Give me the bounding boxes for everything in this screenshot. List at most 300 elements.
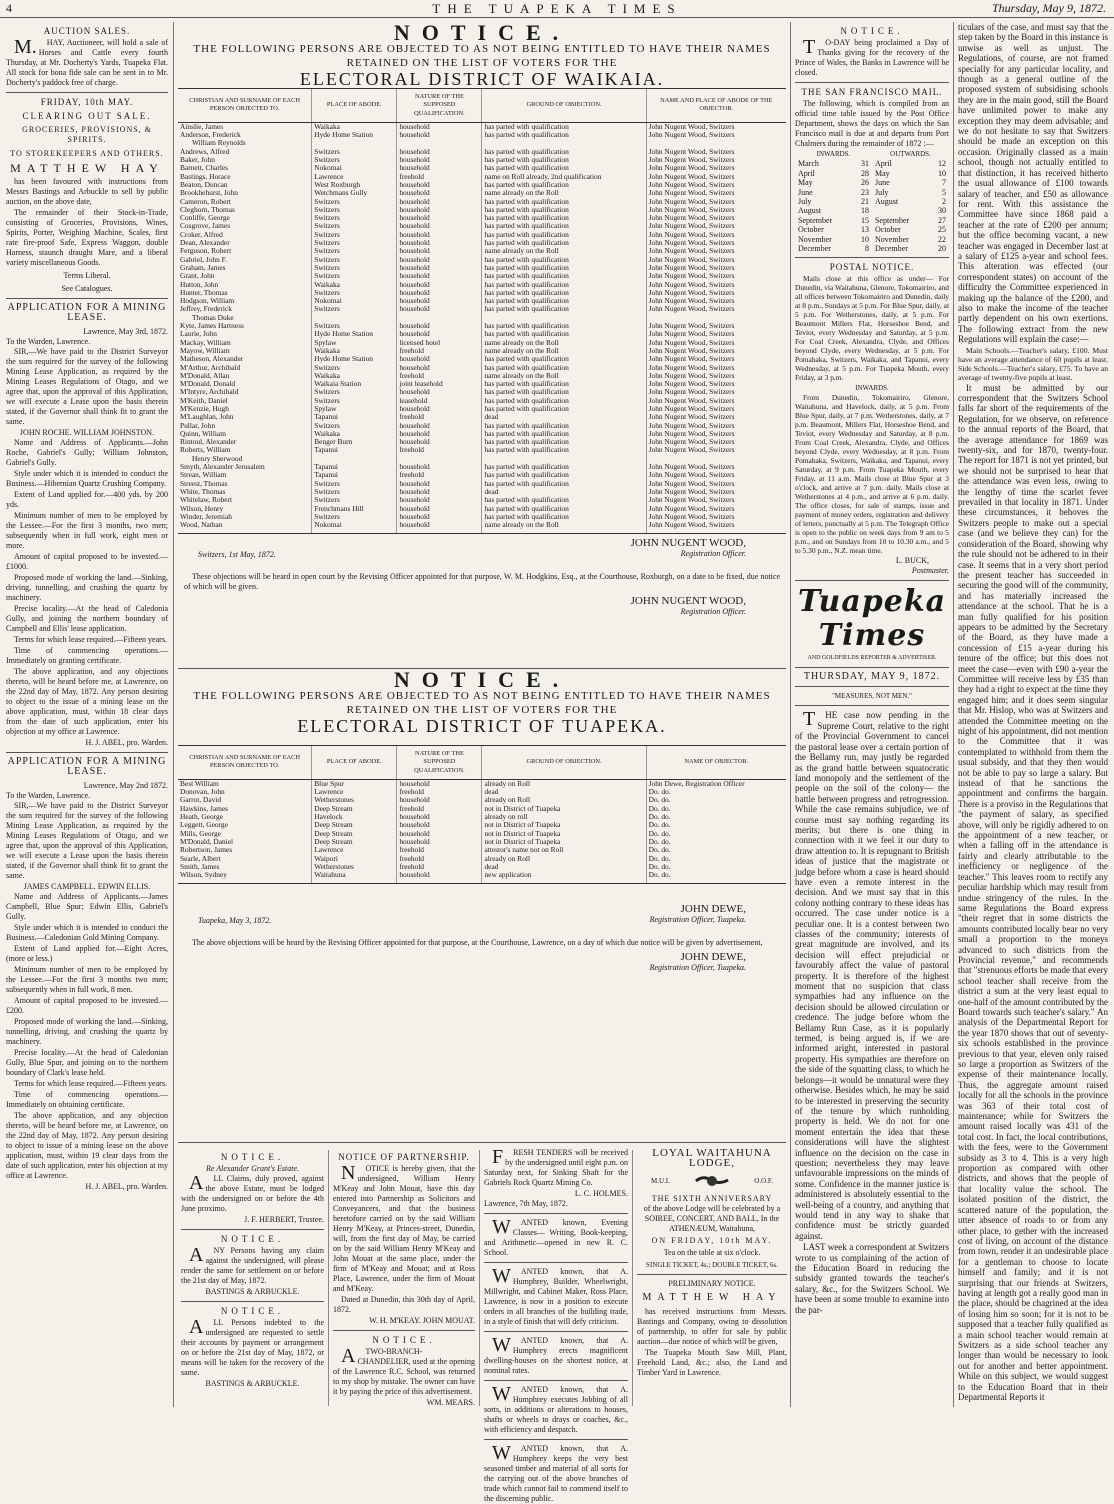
table-cell: leasehold [397, 397, 482, 405]
mail-cell: 18 [860, 206, 869, 216]
mail-cell: 7 [942, 178, 946, 188]
table-cell: M'Donald, Daniel [180, 836, 234, 846]
table-cell: Havelock [312, 813, 397, 821]
mail-cell: 2 [942, 197, 946, 207]
mail-cell: 20 [938, 244, 946, 254]
table-cell: name already on the Roll [482, 521, 646, 534]
column-rule [479, 1150, 480, 1406]
table-cell: John Nugent Wood, Switzers [646, 388, 786, 396]
table-cell: has parted with qualification [482, 496, 646, 504]
table-cell: White, Thomas [180, 486, 226, 496]
table-cell: Tapanui [312, 413, 397, 421]
table-cell: has parted with qualification [482, 438, 646, 446]
table-cell: Do. do. [646, 821, 786, 829]
table-cell: Do. do. [646, 871, 786, 884]
table-cell: Switzers [312, 256, 397, 264]
mail-cell: October [874, 225, 901, 235]
table-cell: Heath, George [180, 812, 223, 822]
table-cell: Switzers [312, 422, 397, 430]
table-cell: not in District of Tuapeka [482, 830, 646, 838]
table-cell: Do. do. [646, 838, 786, 846]
table-cell: has parted with qualification [482, 305, 646, 313]
table-cell: Waikaka [312, 281, 397, 289]
editorial-bellamy: THE case now pending in the Supreme Court, relative to the right of the Provincial Government to cancel the pastoral lease over a certain portion of the Bellamy run, may justly be regarded as the grand battle between squatocratic land monopoly and the settlement of the people on the soil of the colony— the battle between progress and retrogression. While the case remains subjudice, we of course must say nothing regarding its merits; but there is one thing in connection with it we feel it our duty to draw attention to. It is repugnant to British ideas of justice that the magistrate or judge before whom a case is heard should have even a remote interest in the decision. And we must say that in this colony nothing contrary to these ideas has occurred. The case under notice is a peculiar one. It is a contest between two classes of the community; interests of great magnitude are involved, and its decision will effect prejudicial or favourably affect the value of pastoral property. It is therefore of the highest moment that no suspicion that class sympathies had any influence on the decision should be allowed circulation or credence. The judge before whom the Bellamy Run Case, as it is popularly termed, is being argued is, if we are informed aright, interested in pastoral property. His sympathies are therefore on the side of the squatting class, to which he belongs—it would be unnatural were they otherwise. Besides which, he may be said to be interested in preserving the security of the tenure by which runholding property is held. We do not for one moment entertain the idea that these considerations will have the slightest influence on the decision on the case in question; nevertheless they may leave unfavourable impressions on the minds of some. Confidence in the manner justice is administered is absolutely essential to the well-being of a country, and anything that would tend in any way to shake that confidence must be strictly guarded against. [795, 708, 949, 1241]
table-cell: Jeffrey, Frederick [180, 304, 232, 314]
table-cell: household [397, 164, 482, 172]
storekeepers-heading: TO STOREKEEPERS AND OTHERS. [10, 149, 164, 158]
hay-auction-text: M.HAY, Auctioneer, will hold a sale of Horses and Cattle every fourth Thursday, at Mr. Docherty's Yards, Tuapeka Flat. All stock for bona fide sale can be sent in to Mr. Docherty's paddock free of charge. [6, 36, 168, 87]
table-cell: Brookhehurst, John [180, 188, 238, 198]
mail-row [795, 225, 949, 234]
mail-row [795, 169, 949, 178]
table-cell: freehold [397, 788, 482, 796]
lodge-date: ON FRIDAY, 10th MAY. [651, 1236, 773, 1245]
table-row [178, 788, 786, 796]
table-cell: John Nugent Wood, Switzers [646, 272, 786, 280]
table-cell: John Nugent Wood, Switzers [646, 156, 786, 164]
app2-signatories: JAMES CAMPBELL. EDWIN ELLIS. [23, 882, 151, 891]
postal-notice-heading: POSTAL NOTICE. [829, 262, 915, 273]
tuapeka-signature [178, 904, 786, 932]
app1-commencing: Time of commencing operations.—Immediately on granting certificate. [6, 646, 168, 665]
thanksgiving-notice-heading: NOTICE. [840, 26, 904, 36]
table-cell: not in District of Tuapeka [482, 821, 646, 829]
table-cell: John Nugent Wood, Switzers [646, 173, 786, 181]
mail-row [795, 216, 949, 225]
table-cell: household [397, 405, 482, 413]
table-row [178, 855, 786, 863]
postmaster-title: Postmaster. [911, 566, 949, 576]
lodge-emblem-row [637, 1170, 787, 1192]
mail-cell: 27 [938, 215, 946, 225]
table-cell: M'Donald, Donald [180, 379, 236, 389]
table-cell: Switzers [312, 305, 397, 313]
inwards-heading-2: INWARDS. [855, 384, 889, 393]
table-cell: Rintoul, Alexander [180, 437, 237, 447]
table-cell: John Nugent Wood, Switzers [646, 488, 786, 496]
table-cell: already on roll [482, 813, 646, 821]
outwards-heading: OUTWARDS. [890, 150, 931, 158]
column-header: CHRISTIAN AND SURNAME OF EACH PERSON OBJECTED TO. [178, 746, 312, 780]
mining-lease-heading-1: APPLICATION FOR A MINING LEASE. [7, 302, 167, 323]
table-cell: household [397, 281, 482, 289]
app1-style: Style under which it is intended to conduct the Business.—Hibernian Quartz Crushing Company. [6, 469, 168, 488]
app2-warden: H. J. ABEL, pro. Warden. [85, 1182, 168, 1191]
table-cell: John Nugent Wood, Switzers [646, 214, 786, 222]
table-row [178, 821, 786, 829]
table-cell: Hyde Home Station [312, 330, 397, 338]
table-cell: Lawrence [312, 173, 397, 181]
table-cell: M'Arthur, Archibald [180, 362, 241, 372]
table-cell: household [397, 830, 482, 838]
table-cell: Hawkins, James [180, 803, 229, 813]
table-cell: Leggett, George [180, 820, 228, 830]
waikaia-intro: THE FOLLOWING PERSONS ARE OBJECTED TO AS NOT BEING ENTITLED TO HAVE THEIR NAMES RETAINED ON THE LIST OF VOTERS FOR THE [193, 43, 771, 69]
postmaster-name: L. BUCK, [895, 556, 929, 566]
table-cell: has parted with qualification [482, 122, 646, 131]
mail-cell: July [798, 197, 812, 207]
tuapeka-district: ELECTORAL DISTRICT OF TUAPEKA. [297, 716, 667, 736]
table-cell: household [397, 198, 482, 206]
table-cell: has parted with qualification [482, 422, 646, 430]
table-cell: Benger Burn [312, 438, 397, 446]
table-cell: joint leasehold [397, 380, 482, 388]
table-cell: Garrot, David [180, 795, 222, 805]
mail-cell [872, 206, 929, 215]
table-cell: Ainslie, James [180, 121, 224, 131]
table-cell: Wetherstones [312, 796, 397, 804]
table-cell: John Nugent Wood, Switzers [646, 122, 786, 131]
auction-sales-heading: AUCTION SALES. [43, 26, 131, 36]
sf-mail-text: The following, which is compiled from an official time table issued by the Post Office Department, shows the days on which the San Francisco mail is due at and departs from Port Chalmers during the remainder of 1872 :— [795, 99, 949, 148]
see-catalogues: See Catalogues. [61, 284, 113, 293]
table-cell: has parted with qualification [482, 264, 646, 272]
table-cell: John Nugent Wood, Switzers [646, 422, 786, 430]
table-cell: Switzers [312, 397, 397, 405]
preliminary-list: The Tuapeka Mouth Saw Mill, Plant, Freehold Land, &c.; also, the Land and Timber Yard in Lawrence. [637, 1348, 787, 1377]
table-cell: John Nugent Wood, Switzers [646, 438, 786, 446]
table-cell: John Nugent Wood, Switzers [646, 198, 786, 206]
table-cell: Do. do. [646, 813, 786, 821]
clearing-heading: CLEARING OUT SALE. [22, 111, 152, 121]
table-cell: household [397, 131, 482, 139]
table-cell: household [397, 148, 482, 156]
table-row [178, 779, 786, 788]
n3-text: ALL Persons indebted to the undersigned are requested to settle their accounts by payment or arrangement on or before the 21st day of May, 1872, or means will be taken for the recovery of the same. [181, 1316, 324, 1377]
table-cell: M'Donald, Allan [180, 370, 230, 380]
table-cell: Waikaka [312, 347, 397, 355]
table-cell: household [397, 422, 482, 430]
table-cell: Frenchmans Hill [312, 505, 397, 513]
app2-mode: Proposed mode of working the land.—Sinking, tunnelling, driving, and crushing the quartz by machinery. [6, 1017, 168, 1046]
table-cell: not in District of Tuapeka [482, 805, 646, 813]
partnership-heading: NOTICE OF PARTNERSHIP. [338, 1152, 470, 1162]
table-cell: Mayow, William [180, 345, 230, 355]
column-header: CHRISTIAN AND SURNAME OF EACH PERSON OBJECTED TO. [178, 89, 312, 123]
table-cell: household [397, 364, 482, 372]
table-cell: already on Roll [482, 855, 646, 863]
mail-cell: 26 [860, 178, 869, 188]
waikaia-officer-2: JOHN NUGENT WOOD, [630, 595, 746, 608]
table-cell: has parted with qualification [482, 364, 646, 372]
n1-heading: NOTICE. [220, 1152, 285, 1162]
table-cell: Mackay, William [180, 337, 231, 347]
table-cell: Switzers [312, 206, 397, 214]
waikaia-place-date: Switzers, 1st May, 1872. [198, 550, 276, 560]
table-cell: John Nugent Wood, Switzers [646, 347, 786, 355]
column-header: NAME OF OBJECTOR. [646, 746, 786, 780]
table-cell: John Nugent Wood, Switzers [646, 413, 786, 421]
app2-commencing: Time of commencing operations.—Immediately on obtaining certificate. [6, 1090, 168, 1109]
table-cell: household [397, 256, 482, 264]
table-cell: John Nugent Wood, Switzers [646, 355, 786, 363]
table-cell: already on Roll [482, 796, 646, 804]
table-cell: household [397, 355, 482, 363]
table-cell: already on Roll [482, 779, 646, 788]
table-cell: Do. do. [646, 855, 786, 863]
mail-row [795, 235, 949, 244]
table-cell: John Nugent Wood, Switzers [646, 471, 786, 479]
table-cell: household [397, 330, 482, 338]
table-cell: has parted with qualification [482, 148, 646, 156]
column-header: NAME AND PLACE OF ABODE OF THE OBJECTOR. [646, 89, 786, 123]
table-cell: Waitahuna [312, 871, 397, 884]
table-cell: John Nugent Wood, Switzers [646, 181, 786, 189]
table-cell: Baker, John [180, 155, 216, 165]
table-cell: Wetchmans Gully [312, 189, 397, 197]
waikaia-officer-2-title: Registration Officer. [680, 607, 746, 617]
table-cell: John Nugent Wood, Switzers [646, 521, 786, 534]
table-cell: name already on the Roll [482, 372, 646, 380]
mail-cell: 10 [938, 168, 946, 178]
table-cell: Switzers [312, 488, 397, 496]
table-cell: household [397, 821, 482, 829]
column-header: NATURE OF THE SUPPOSED QUALIFICATION. [397, 89, 482, 123]
table-cell: Waikaka [312, 372, 397, 380]
postal-text-2: From Dunedin, Tokomairiro, Glenore, Waitahuna, and Havelock, daily, at 5 p.m. From Blue Spur, daily, at 7 p.m. Wetherstones, daily, at 7 p.m. Beaumont, Millers Flat, Horseshoe Bend, and Teviot, every Wednesday and Saturday, at 8 p.m. From Coal Creek, Alexandra, Clyde, and Offices beyond Clyde, every Wednesday, at 8 p.m. From Pomahaka, Switzers, Waikaka, and Tapanui, every Saturday, at 9 p.m. From Tuapeka Mouth, every Friday, at 11 a.m. Mails close at Blue Spur at 3 o'clock, and arrive at 7 p.m. daily. Mails close at Wetherstones at 4 p.m., and arrive at 6 p.m. daily. The office closes, for sale of stamps, issue and payment of money orders, registration and delivery of letters, punctually at 5 p.m. The Telegraph Office is open to the public on week days from 9 am to 5 p.m., and on Sundays from 10 to 10.30 a.m., and 5 to 5.30 p.m., N.Z. mean time. [795, 393, 949, 556]
mail-row [795, 197, 949, 206]
app1-body: SIR,—We have paid to the District Surveyor the sum required for the survey of the following Mining Lease Application, as required by the Mining Leases Regulations of Otago, and we agree that, upon the approval of this Application, we will execute a Lease upon the basis therein stated, if the Governor shall think fit to grant the same. [6, 347, 168, 426]
table-cell: household [397, 297, 482, 305]
mail-cell: December [798, 244, 831, 254]
table-cell: household [397, 521, 482, 534]
app1-terms: Terms for which lease required.—Fifteen years. [14, 635, 167, 644]
stock-list: The remainder of their Stock-in-Trade, consisting of Groceries, Provisions, Wines, Spirits, Porter, Weighing Machine, Scales, first rate fire-proof Safe, Express Waggon, double Harness, staunch draught Mare, and a liberal variety miscellaneous Goods. [6, 208, 168, 267]
app1-objection: The above application, and any objections thereto, will be heard before me, at Lawrence, on the 22nd day of May, 1872. Any person desiring to object to the issue of a mining lease on the above application, must, within 18 clear days from the date of such application, enter his objection at my office at Lawrence. [6, 667, 168, 736]
table-cell: West Roxburgh [312, 181, 397, 189]
table-cell: Lawrence [312, 788, 397, 796]
table-cell: Switzers [312, 239, 397, 247]
app1-locality: Precise locality.—At the head of Caledonia Gully, and joining the northern boundary of Campbell and Ellis' lease application. [6, 604, 168, 633]
table-cell: Matheson, Alexander [180, 354, 244, 364]
logo-subtitle: AND GOLDFIELDS REPORTER & ADVERTISER. [807, 655, 937, 662]
mail-cell: April [874, 159, 892, 169]
app1-capital: Amount of capital proposed to be invested.—£1000. [6, 552, 168, 571]
table-cell: John Nugent Wood, Switzers [646, 322, 786, 330]
table-cell: Anderson, Frederick [180, 130, 241, 140]
table-cell: has parted with qualification [482, 272, 646, 280]
table-cell: John Nugent Wood, Switzers [646, 372, 786, 380]
table-cell: has parted with qualification [482, 446, 646, 454]
app2-body: SIR,—We have paid to the District Surveyor the sum required for the survey of the following Mining Lease Application, as required by the Mining Leases Regulations of Otago, and we agree that, upon the approval of this Application, we will execute a Lease upon the basis therein stated, if the Governor shall think fit to grant the same. [6, 801, 168, 880]
table-cell: has parted with qualification [482, 289, 646, 297]
table-cell: Croker, Alfred [180, 229, 223, 239]
masthead [0, 0, 1114, 18]
table-cell: Hyde Home Station [312, 131, 397, 139]
table-row [178, 838, 786, 846]
table-cell: has parted with qualification [482, 206, 646, 214]
preliminary-heading: PRELIMINARY NOTICE. [668, 1279, 756, 1288]
table-cell: Streest, Thomas [180, 478, 228, 488]
partnership-text: NOTICE is hereby given, that the undersigned, William Henry M'Keay and John Mouat, have this day entered into Partnership as Solicitors and Conveyancers, and that the business heretofore carried on by the said William Henry M'Keay, at Princes-street, Dunedin, will, from the first day of May, be carried on by the said William Henry M'Keay and John Mouat at the same place, under the firm of M'Keay and Mouat; and at Ross Place, Lawrence, under the firm of Mouat and M'Keay. [333, 1162, 475, 1293]
column-header: GROUND OF OBJECTION. [482, 746, 646, 780]
table-cell: Waikaka [312, 430, 397, 438]
table-cell: Switzers [312, 388, 397, 396]
table-cell: Tapanui [312, 471, 397, 479]
table-cell: Switzers [312, 264, 397, 272]
table-cell: John Nugent Wood, Switzers [646, 297, 786, 305]
table-cell: Wilson, Sydney [178, 871, 312, 884]
tuapeka-notice-heading: NOTICE. [393, 667, 571, 692]
editorial-switzers: LAST week a correspondent at Switzers wrote to us complaining of the action of the Education Board in reducing the subsidy granted towards the teacher's salary, &c., for the Switzers School. We have been at some trouble to examine into the par- [795, 1242, 949, 1315]
news-column-right [958, 22, 1108, 1407]
table-cell: Ferguson, Robert [180, 246, 232, 256]
table-cell: William Reynolds [192, 138, 246, 148]
table-cell: John Nugent Wood, Switzers [646, 505, 786, 513]
table-cell: Switzers [312, 513, 397, 521]
switzers-article-2: It must be admitted by our correspondent that the Switzers School falls far short of the requirements of the Regulation, for we observe, on reference to the annual reports of the Board, that the average attendance for 1869 was twenty-six, and for 1870, twenty-four. The report for 1871 is not yet printed, but we should not be surprised to hear that the attendance was even less, owing to the lengthy of time the scarlet fever prevailed in that locality in 1871. Under these circumstances, it behoves the Switzers people to make out a special case (and we believe they can) for the consideration of the Board, showing why the rule should not be adhered to in their case. It seems that in a very short period the present teacher has succeeded in securing the good will of the community, and has materially increased the attendance at the school. That he is a man fully qualified for his position appears to be admitted by the Secretary of the Board, as they have made a concession of £15 a-year during his tenure of the office; but this does not meet the case—even with £90 a-year the Committee will receive less by £35 than they had a right to expect at the time they engaged him; and it does seem singular that Mr. Hislop, who was at Switzers and attended the Committee meeting on the night of his appointment, did not mention to the Committee that it was contemplated to withhold from them the usual subsidy, and that they then would not be able to pay so large a salary. But instead of that he sanctions the appointment and confirms the bargain. There is a proviso in the Regulations that "the payment of salary, as specified above, will only be rigidly adhered to on the appointment of a new teacher, or when a falling off in the attendance is fairly and clearly attributable to the inefficiency or negligence of the teacher." This leaves room to rectify any peculiar hardship which may result from undue stringency of the rules. In the same Regulations the Board express "their regret that in some districts the amounts contributed locally bear no very small a proportion to the moneys advanced to such districts from the Provincial revenue," and recommends that "strenuous efforts be made that every school teacher shall receive from the district a sum at the very least equal to one-half of the amount contributed by the Board towards such teacher's salary." An analysis of the Departmental Report for the year 1870 shows that out of seventy-six schools established in the province previous to that year, eleven only raised so large a proportion as Switzers of the expense of their maintenance locally. Thus, the aggregate amount raised locally for all the schools in the province was 363 of their total cost of maintenance; while for Switzers the amount raised locally was 431 of the total cost. In fact, the local contributions, with the fees, were to the Government subsidy as 3 to 4. This is a very high proportion as compared with other districts, and shows that the people of that locality value the school. The isolated position of the district, the scattered nature of the population, the utter absence of roads to or from any other place, to gether with the increased cost of living, on account of the distance from town, render it an undesirable place for a gentleman to choose to locate himself and family; and it is not surprising that our friends at Switzers, having at length got a really good man in the place, should be chagrined at the idea of losing him so soon; for it is not to be supposed that a teacher fully qualified as a main school teacher would remain at Switzers as a side school teacher any longer than would be necessary to look out for another and better appointment. While on this subject, we would suggest to the Education Board that in their Departmental Reports it [958, 382, 1108, 1402]
table-cell: name already on the Roll [482, 247, 646, 255]
table-cell: has parted with qualification [482, 463, 646, 471]
column-rule [953, 22, 954, 1407]
n2-text: ANY Persons having any claim against the undersigned, will please render the same for settlement on or before the 21st day of May, 1872. [181, 1244, 324, 1285]
table-cell: Do. do. [646, 830, 786, 838]
table-cell: Smith, James [180, 861, 220, 871]
table-cell: John Nugent Wood, Switzers [646, 480, 786, 488]
table-cell: Cosgrove, James [180, 221, 231, 231]
table-cell: John Nugent Wood, Switzers [646, 222, 786, 230]
table-cell: household [397, 488, 482, 496]
table-cell: name already on the Roll [482, 347, 646, 355]
table-cell: freehold [397, 372, 482, 380]
table-row [178, 863, 786, 871]
table-cell: M'Kenzie, Hugh [180, 403, 229, 413]
chandelier-text: ATWO-BRANCH-CHANDELIER, used at the opening of the Lawrence R.C. School, was returned to my shop by mistake. The owner can have it by paying the price of this advertisement. [333, 1345, 475, 1396]
table-cell: Best William [180, 778, 219, 788]
tuapeka-officer: JOHN DEWE, [680, 903, 746, 916]
column-header: PLACE OF ABODE. [312, 89, 397, 123]
table-cell: John Nugent Wood, Switzers [646, 148, 786, 156]
column-rule [790, 22, 791, 1407]
table-row [178, 796, 786, 804]
table-cell: John Nugent Wood, Switzers [646, 239, 786, 247]
table-cell: Mills, George [180, 828, 221, 838]
mail-cell: April [798, 168, 815, 178]
table-cell: Spylaw [312, 405, 397, 413]
mail-cell: November [874, 234, 909, 244]
table-cell: Do. do. [646, 796, 786, 804]
mail-cell: 28 [860, 168, 869, 178]
table-cell: Donovan, John [180, 787, 225, 797]
mail-row [795, 244, 949, 253]
table-cell: household [397, 871, 482, 884]
chandelier-heading: NOTICE. [372, 1335, 436, 1345]
mail-row [795, 159, 949, 168]
table-row [178, 813, 786, 821]
table-cell: household [397, 496, 482, 504]
table-cell: John Nugent Wood, Switzers [646, 463, 786, 471]
app2-style: Style under which it is intended to conduct the Business.—Caledonian Gold Mining Company. [6, 923, 168, 942]
lodge-tea: Tea on the table at six o'clock. [663, 1248, 761, 1257]
tuapeka-intro: THE FOLLOWING PERSONS ARE OBJECTED TO AS NOT BEING ENTITLED TO HAVE THEIR NAMES RETAINED ON THE LIST OF VOTERS FOR THE [193, 690, 771, 716]
advert-column-left [6, 22, 168, 1407]
app2-place: Lawrence, May 2nd 1872. [83, 781, 168, 790]
editorial-date: THURSDAY, MAY 9, 1872. [803, 671, 941, 683]
wanted-houses: WANTED known, that A. Humphrey erects magnificent dwelling-houses on the shortest notice, at nominal rates. [484, 1334, 628, 1375]
table-cell: household [397, 463, 482, 471]
table-cell: John Nugent Wood, Switzers [646, 289, 786, 297]
table-cell: has parted with qualification [482, 256, 646, 264]
table-cell: Quinn, William [180, 428, 226, 438]
table-cell: has parted with qualification [482, 156, 646, 164]
table-cell: John Nugent Wood, Switzers [646, 256, 786, 264]
grant-estate-notices [181, 1148, 324, 1406]
column-rule [328, 1150, 329, 1406]
table-cell: Deep Stream [312, 805, 397, 813]
tuapeka-officer-title: Registration Officer, Tuapeka. [649, 915, 746, 925]
partnership-date: Dated at Dunedin, this 30th day of April, 1872. [333, 1295, 475, 1314]
table-cell: Do. do. [646, 788, 786, 796]
motto: "MEASURES, NOT MEN." [832, 692, 912, 701]
inwards-heading: INWARDS. [816, 150, 851, 158]
table-cell: John Nugent Wood, Switzers [646, 405, 786, 413]
table-cell: household [397, 231, 482, 239]
table-cell: Robertson, James [180, 845, 233, 855]
table-cell: Waikaka [312, 122, 397, 131]
table-cell: household [397, 289, 482, 297]
mail-schedule-table [795, 150, 949, 253]
mail-cell: June [874, 178, 890, 188]
table-cell: John Nugent Wood, Switzers [646, 397, 786, 405]
table-cell: Bastings, Horace [180, 171, 231, 181]
app2-capital: Amount of capital proposed to be invested.—£200. [6, 996, 168, 1015]
mail-cell: November [798, 234, 832, 244]
table-row [178, 131, 786, 139]
table-cell: has parted with qualification [482, 388, 646, 396]
table-cell: John Nugent Wood, Switzers [646, 305, 786, 313]
table-cell: Deep Stream [312, 838, 397, 846]
table-cell: household [397, 322, 482, 330]
lodge-oof: O.O.F. [754, 1177, 773, 1185]
table-cell: Waikaia Station [312, 380, 397, 388]
table-cell: household [397, 189, 482, 197]
auctioneer-name: MATTHEW HAY [10, 161, 164, 175]
wanted-jobbing: WANTED known, that A. Humphrey executes Jobbing of all sorts, in additions or alterations to houses, shafts or wheels to drays or coaches, &c., with efficiency and despatch. [484, 1383, 628, 1434]
page-number: 4 [6, 1, 12, 15]
table-cell: John Nugent Wood, Switzers [646, 330, 786, 338]
mail-cell: 8 [864, 244, 869, 254]
table-cell: household [397, 438, 482, 446]
app1-place: Lawrence, May 3rd, 1872. [83, 327, 168, 336]
tuapeka-officer-2: JOHN DEWE, [680, 951, 746, 964]
tenders-date: Lawrence, 7th May, 1872. [484, 1199, 568, 1208]
table-cell: has parted with qualification [482, 471, 646, 479]
table-cell: Deep Stream [312, 830, 397, 838]
column-header: PLACE OF ABODE. [312, 746, 397, 780]
table-cell: freehold [397, 855, 482, 863]
waikaia-signature-2 [178, 596, 786, 618]
table-cell: Switzers [312, 364, 397, 372]
table-cell: household [397, 206, 482, 214]
lodge-mui: M.U.I. [651, 1177, 670, 1185]
table-cell: M'Intyre, Archibald [180, 387, 239, 397]
column-header: GROUND OF OBJECTION. [482, 89, 646, 123]
table-cell: freehold [397, 347, 482, 355]
table-cell: household [397, 214, 482, 222]
lodge-text: of the above Lodge will be celebrated by a SOIREE, CONCERT, AND BALL, In the ATHENÆUM, Waitahuna, [643, 1204, 781, 1233]
sf-mail-heading: THE SAN FRANCISCO MAIL. [801, 87, 943, 97]
table-cell: has parted with qualification [482, 214, 646, 222]
issue-date: Thursday, May 9, 1872. [992, 1, 1106, 15]
table-cell: Hunter, Thomas [180, 287, 228, 297]
table-cell: freehold [397, 446, 482, 454]
table-cell: has parted with qualification [482, 231, 646, 239]
mail-cell: July [874, 187, 889, 197]
table-cell: has parted with qualification [482, 222, 646, 230]
switzers-article: ticulars of the case, and must say that the step taken by the Board in this instance is unwise as well as unjust. The Regulations, of course, are not framed specially for any particular locality, and though as a general outline of the proposed system of subsidising schools they are in the main good, still the Board have unlimited power to make any exception they may deem advisable; and we do not hesitate to say that Switzers should be made an exception on this occasion. Originally classed as a main school, though not actually entitled to that distinction, it has received hitherto the usual allowance of £100 towards salary of teacher, and £50 as allowance for rent. With this assistance the Committee have since 1868 paid a teacher at the rate of £200 per annum; but the office becoming vacant, a new teacher was engaged in December last at a salary of £125 a-year and school fees. This alteration was effected (our correspondent states) on account of the difficulty the Committee experienced in making up the balance of the £200, and also to make the income of the teacher partly dependent on his own exertions. The following extract from the new Regulations will explain the case:— [958, 22, 1108, 345]
tuapeka-signature-2 [178, 952, 786, 976]
table-cell: household [397, 264, 482, 272]
